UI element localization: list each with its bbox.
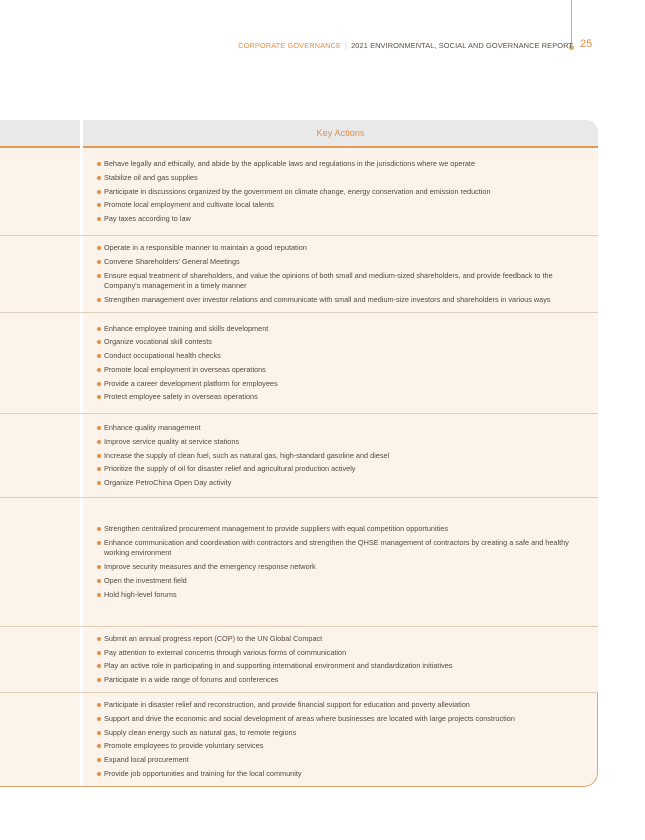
list-item: Expand local procurement	[97, 755, 579, 765]
list-item: Prioritize the supply of oil for disaster relief and agricultural production actively	[97, 464, 580, 474]
bullet-icon	[97, 467, 101, 471]
header-report-title: 2021 ENVIRONMENTAL, SOCIAL AND GOVERNANCE REPORT	[351, 41, 573, 50]
bullet-icon	[97, 298, 101, 302]
bullet-icon	[97, 274, 101, 278]
bullet-icon	[97, 440, 101, 444]
running-header	[238, 41, 573, 50]
bullet-icon	[97, 203, 101, 207]
header-separator: |	[345, 41, 348, 50]
list-item: Participate in disaster relief and reconstruction, and provide financial support for education and poverty alleviation	[97, 700, 579, 710]
action-group	[83, 627, 598, 692]
list-item: Increase the supply of clean fuel, such as natural gas, high-standard gasoline and diesel	[97, 451, 580, 461]
bullet-icon	[97, 340, 101, 344]
list-item: Improve security measures and the emergency response network	[97, 562, 580, 572]
list-item: Conduct occupational health checks	[97, 351, 580, 361]
stakeholder-header-rule	[0, 146, 80, 148]
list-item: Enhance communication and coordination with contractors and strengthen the QHSE management of contractors by creating a safe and healthy working environment	[97, 538, 580, 558]
list-item: Stabilize oil and gas supplies	[97, 173, 580, 183]
list-item: Participate in a wide range of forums and conferences	[97, 675, 580, 685]
list-item: Convene Shareholders' General Meetings	[97, 257, 580, 267]
list-item: Operate in a responsible manner to maintain a good reputation	[97, 243, 580, 253]
action-group	[83, 148, 598, 235]
list-item: Enhance employee training and skills development	[97, 324, 580, 334]
list-item: Hold high-level forums	[97, 590, 580, 600]
action-group	[83, 693, 598, 787]
list-item: Pay taxes according to law	[97, 214, 580, 224]
key-actions-table	[83, 120, 598, 787]
bullet-icon	[97, 731, 101, 735]
action-group	[83, 498, 598, 626]
action-group	[83, 414, 598, 497]
bullet-icon	[97, 176, 101, 180]
list-item: Promote local employment and cultivate local talents	[97, 200, 580, 210]
bullet-icon	[97, 758, 101, 762]
stakeholder-column-header	[0, 120, 80, 147]
list-item: Ensure equal treatment of shareholders, and value the opinions of both small and medium-sized shareholders, and provide feedback to the Company's management in a timely manner	[97, 271, 580, 291]
list-item: Strengthen centralized procurement management to provide suppliers with equal competition opportunities	[97, 524, 580, 534]
list-item: Submit an annual progress report (COP) to the UN Global Compact	[97, 634, 580, 644]
bullet-icon	[97, 703, 101, 707]
list-item: Pay attention to external concerns through various forms of communication	[97, 648, 580, 658]
list-item: Promote local employment in overseas operations	[97, 365, 580, 375]
bullet-icon	[97, 246, 101, 250]
stakeholder-column	[0, 120, 80, 787]
bullet-icon	[97, 593, 101, 597]
bullet-icon	[97, 579, 101, 583]
action-group	[83, 313, 598, 413]
bullet-icon	[97, 354, 101, 358]
list-item: Play an active role in participating in and supporting international environment and standardization initiatives	[97, 661, 580, 671]
action-group	[83, 236, 598, 312]
bullet-icon	[97, 327, 101, 331]
list-item: Support and drive the economic and social development of areas where businesses are located with large projects construction	[97, 714, 579, 724]
bullet-icon	[97, 382, 101, 386]
list-item: Behave legally and ethically, and abide by the applicable laws and regulations in the jurisdictions where we operate	[97, 159, 580, 169]
bullet-icon	[97, 637, 101, 641]
list-item: Participate in discussions organized by the government on climate change, energy conservation and emission reduction	[97, 187, 580, 197]
list-item: Organize vocational skill contests	[97, 337, 580, 347]
list-item: Promote employees to provide voluntary services	[97, 741, 579, 751]
bullet-icon	[97, 426, 101, 430]
bullet-icon	[97, 717, 101, 721]
list-item: Organize PetroChina Open Day activity	[97, 478, 580, 488]
list-item: Strengthen management over investor relations and communicate with small and medium-size investors and shareholders in various ways	[97, 295, 580, 305]
page-number: 25	[580, 38, 593, 50]
header-section: CORPORATE GOVERNANCE	[238, 41, 342, 50]
bullet-icon	[97, 541, 101, 545]
bullet-icon	[97, 162, 101, 166]
bullet-icon	[97, 565, 101, 569]
bullet-icon	[97, 651, 101, 655]
bullet-icon	[97, 190, 101, 194]
bullet-icon	[97, 454, 101, 458]
bottom-rule	[0, 786, 83, 787]
bullet-icon	[97, 217, 101, 221]
bullet-icon	[97, 678, 101, 682]
key-actions-header-label: Key Actions	[316, 128, 365, 138]
bullet-icon	[97, 481, 101, 485]
list-item: Improve service quality at service stations	[97, 437, 580, 447]
bullet-icon	[97, 772, 101, 776]
list-item: Protect employee safety in overseas operations	[97, 392, 580, 402]
list-item: Provide job opportunities and training for the local community	[97, 769, 579, 779]
bullet-icon	[97, 395, 101, 399]
bullet-icon	[97, 260, 101, 264]
bullet-icon	[97, 368, 101, 372]
key-actions-header	[83, 120, 598, 148]
bullet-icon	[97, 664, 101, 668]
header-rule	[571, 0, 572, 46]
bullet-icon	[97, 744, 101, 748]
list-item: Provide a career development platform for employees	[97, 379, 580, 389]
list-item: Enhance quality management	[97, 423, 580, 433]
list-item: Supply clean energy such as natural gas, to remote regions	[97, 728, 579, 738]
bullet-icon	[97, 527, 101, 531]
list-item: Open the investment field	[97, 576, 580, 586]
